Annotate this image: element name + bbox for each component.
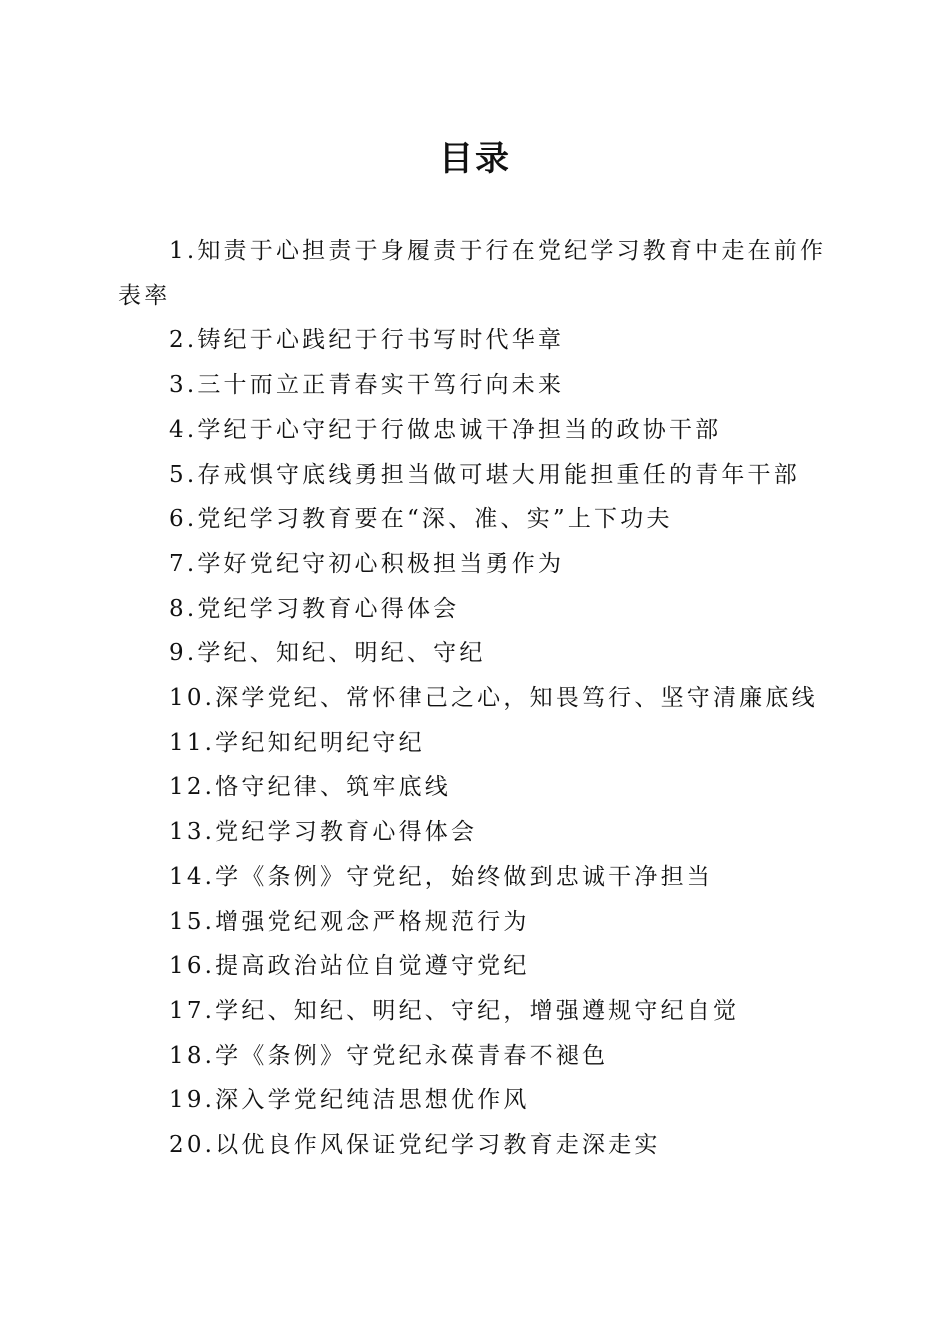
toc-item-16: 16.提高政治站位自觉遵守党纪 — [169, 953, 530, 980]
toc-item-5: 5.存戒惧守底线勇担当做可堪大用能担重任的青年干部 — [169, 461, 800, 488]
toc-item-10: 10.深学党纪、常怀律己之心，知畏笃行、坚守清廉底线 — [169, 685, 818, 712]
toc-item-3: 3.三十而立正青春实干笃行向未来 — [169, 372, 565, 399]
toc-item-8: 8.党纪学习教育心得体会 — [169, 595, 460, 622]
toc-item-7: 7.学好党纪守初心积极担当勇作为 — [169, 550, 565, 577]
toc-item-2: 2.铸纪于心践纪于行书写时代华章 — [169, 327, 565, 354]
toc-item-12: 12.恪守纪律、筑牢底线 — [169, 774, 451, 801]
toc-item-13: 13.党纪学习教育心得体会 — [169, 819, 478, 846]
toc-item-4: 4.学纪于心守纪于行做忠诚干净担当的政协干部 — [169, 416, 722, 443]
toc-item-14: 14.学《条例》守党纪，始终做到忠诚干净担当 — [169, 863, 713, 890]
toc-item-15: 15.增强党纪观念严格规范行为 — [169, 908, 530, 935]
page-title: 目录 — [439, 139, 511, 179]
toc-item-20: 20.以优良作风保证党纪学习教育走深走实 — [169, 1132, 661, 1159]
toc-item-17: 17.学纪、知纪、明纪、守纪，增强遵规守纪自觉 — [169, 997, 740, 1024]
toc-item-9: 9.学纪、知纪、明纪、守纪 — [169, 640, 486, 667]
toc-item-6: 6.党纪学习教育要在“深、准、实”上下功夫 — [169, 506, 673, 533]
toc-item-18: 18.学《条例》守党纪永葆青春不褪色 — [169, 1042, 609, 1069]
toc-item-19: 19.深入学党纪纯洁思想优作风 — [169, 1087, 530, 1114]
table-of-contents — [118, 229, 830, 1168]
toc-item-1: 1.知责于心担责于身履责于行在党纪学习教育中走在前作表率 — [118, 238, 827, 309]
toc-item-11: 11.学纪知纪明纪守纪 — [169, 729, 425, 756]
